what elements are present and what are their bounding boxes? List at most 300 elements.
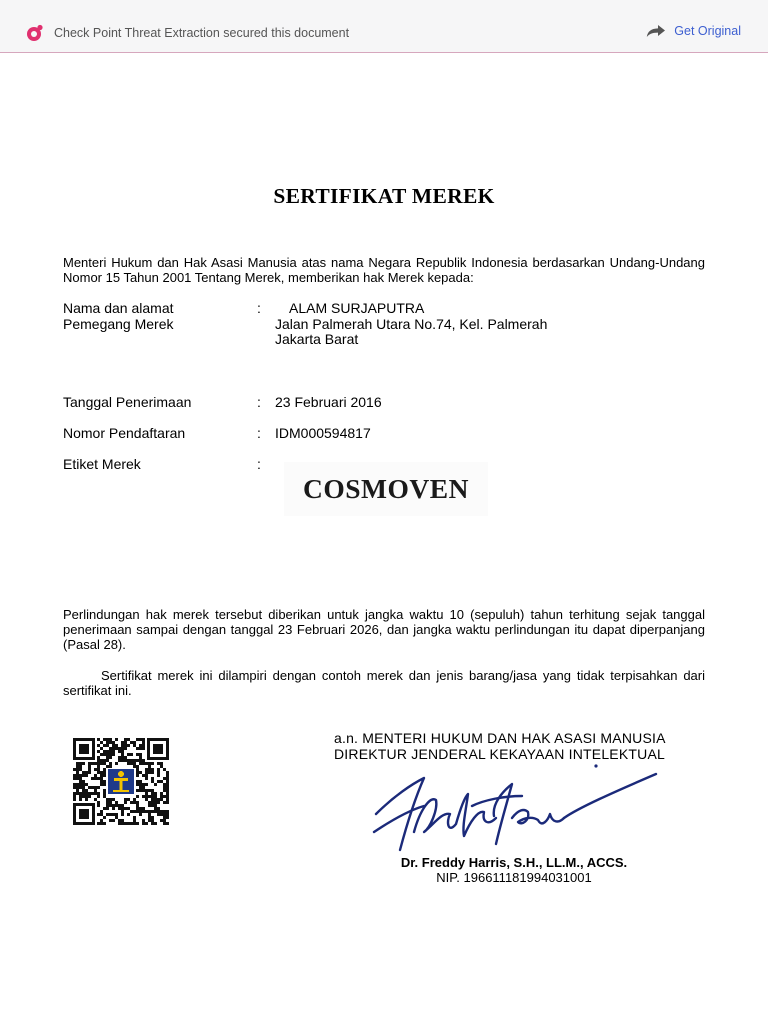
qr-module [97,777,100,780]
qr-module [139,783,142,786]
qr-module [118,750,121,753]
qr-module [106,798,109,801]
qr-module [85,783,88,786]
qr-module [163,795,166,798]
qr-module [94,762,97,765]
trademark-colon: : [257,456,261,472]
qr-module [82,771,85,774]
qr-module [82,789,85,792]
qr-module [106,744,109,747]
qr-module [145,771,148,774]
qr-module [79,783,82,786]
qr-module [166,774,169,777]
qr-module [79,780,82,783]
signatory-name: Dr. Freddy Harris, S.H., LL.M., ACCS. [400,855,628,870]
qr-module [154,807,157,810]
qr-module [130,822,133,825]
qr-module [73,792,76,795]
qr-module [151,792,154,795]
qr-module [127,762,130,765]
qr-module [124,759,127,762]
qr-module [145,768,148,771]
qr-module [124,801,127,804]
check-point-logo-icon [26,24,44,42]
qr-module [94,798,97,801]
signatory-nip: NIP. 196611181994031001 [436,870,592,885]
qr-module [121,813,124,816]
qr-module [127,822,130,825]
qr-module [157,780,160,783]
qr-module [103,771,106,774]
qr-module [160,819,163,822]
qr-module [166,813,169,816]
qr-module [103,774,106,777]
qr-module [82,780,85,783]
qr-module [97,822,100,825]
qr-module [163,816,166,819]
qr-module [118,747,121,750]
qr-module [73,774,76,777]
ministry-emblem-icon [108,769,134,794]
qr-module [151,810,154,813]
qr-module [103,807,106,810]
qr-module [163,819,166,822]
qr-module [151,768,154,771]
qr-module [109,801,112,804]
qr-module [118,804,121,807]
qr-module [85,795,88,798]
qr-module [157,807,160,810]
qr-module [136,804,139,807]
qr-module [142,744,145,747]
signatory-line1: a.n. MENTERI HUKUM DAN HAK ASASI MANUSIA [334,730,666,746]
qr-module [91,777,94,780]
qr-module [100,741,103,744]
qr-module [100,777,103,780]
qr-module [100,771,103,774]
qr-module [136,768,139,771]
qr-module [73,768,76,771]
qr-module [151,801,154,804]
qr-module [148,789,151,792]
qr-module [151,819,154,822]
qr-module [136,789,139,792]
qr-module [124,822,127,825]
qr-module [157,768,160,771]
qr-module [73,786,76,789]
qr-module [157,798,160,801]
qr-module [121,807,124,810]
qr-module [142,774,145,777]
qr-module [142,807,145,810]
attachment-paragraph: Sertifikat merek ini dilampiri dengan contoh merek dan jenis barang/jasa yang tidak terpisahkan dari sertifikat ini. [63,668,705,698]
qr-module [115,738,118,741]
qr-module [103,780,106,783]
qr-module [148,810,151,813]
registration-number-value: IDM000594817 [275,425,371,441]
qr-module [121,810,124,813]
qr-module [160,798,163,801]
qr-module [100,783,103,786]
qr-module [121,747,124,750]
qr-module [85,774,88,777]
qr-module [94,792,97,795]
qr-module [109,747,112,750]
qr-module [157,774,160,777]
qr-module [166,822,169,825]
qr-module [97,771,100,774]
qr-module [157,810,160,813]
qr-module [100,780,103,783]
qr-module [148,762,151,765]
qr-module [97,744,100,747]
qr-module [157,771,160,774]
qr-module [115,762,118,765]
qr-module [142,738,145,741]
qr-module [109,765,112,768]
qr-module [127,759,130,762]
qr-module [109,798,112,801]
qr-module [145,810,148,813]
qr-module [121,822,124,825]
qr-module [103,762,106,765]
qr-module [85,771,88,774]
holder-address-line1: Jalan Palmerah Utara No.74, Kel. Palmerah [275,316,548,332]
qr-module [133,759,136,762]
qr-module [148,813,151,816]
qr-module [133,822,136,825]
qr-module [76,792,79,795]
qr-module [106,807,109,810]
qr-module [142,795,145,798]
qr-module [112,813,115,816]
qr-module [106,741,109,744]
qr-module [160,792,163,795]
qr-module [109,738,112,741]
qr-module [82,786,85,789]
qr-module [154,798,157,801]
registration-number-colon: : [257,425,261,441]
qr-module [97,801,100,804]
qr-module [148,816,151,819]
qr-module [103,750,106,753]
qr-module [112,753,115,756]
qr-module [121,741,124,744]
qr-module [76,786,79,789]
qr-module [97,786,100,789]
qr-module [79,774,82,777]
qr-module [127,744,130,747]
qr-module [109,753,112,756]
qr-module [142,822,145,825]
qr-module [88,795,91,798]
qr-module [133,816,136,819]
qr-code [73,738,169,825]
qr-module [163,777,166,780]
qr-module [97,765,100,768]
qr-module [145,783,148,786]
qr-module [121,759,124,762]
certificate-title: SERTIFIKAT MEREK [273,184,495,208]
qr-module [121,753,124,756]
qr-module [91,786,94,789]
qr-module [94,768,97,771]
qr-module [130,762,133,765]
qr-module [106,756,109,759]
qr-module [103,744,106,747]
qr-module [115,813,118,816]
qr-module [97,738,100,741]
qr-module [136,747,139,750]
qr-module [157,813,160,816]
qr-module [121,744,124,747]
qr-module [166,801,169,804]
qr-module [145,789,148,792]
qr-module [136,783,139,786]
qr-module [97,795,100,798]
qr-module [94,777,97,780]
qr-module [139,807,142,810]
qr-module [88,792,91,795]
qr-module [130,753,133,756]
qr-module [79,768,82,771]
qr-module [109,819,112,822]
qr-module [115,801,118,804]
qr-module [94,789,97,792]
get-original-label[interactable]: Get Original [674,24,741,38]
qr-module [106,801,109,804]
qr-module [85,798,88,801]
qr-module [103,738,106,741]
qr-module [106,738,109,741]
qr-module [79,777,82,780]
qr-module [148,795,151,798]
qr-module [151,771,154,774]
qr-module [160,795,163,798]
handwritten-signature [364,762,660,862]
qr-module [76,789,79,792]
qr-module [88,768,91,771]
qr-module [97,756,100,759]
qr-module [79,792,82,795]
qr-module [82,774,85,777]
qr-module [154,795,157,798]
qr-module [73,795,76,798]
qr-module [163,822,166,825]
qr-module [112,798,115,801]
filing-date-colon: : [257,394,261,410]
protection-paragraph: Perlindungan hak merek tersebut diberikan untuk jangka waktu 10 (sepuluh) tahun terhitung sejak tanggal penerimaan sampai dengan tanggal 23 Februari 2026, dan jangka waktu perlindungan itu dapat diperpanjang (Pasal 28). [63,607,705,652]
qr-module [133,762,136,765]
qr-module [139,756,142,759]
holder-label-line2: Pemegang Merek [63,316,174,332]
qr-module [139,762,142,765]
qr-module [118,819,121,822]
qr-module [136,801,139,804]
qr-module [94,774,97,777]
qr-module [157,801,160,804]
qr-module [91,792,94,795]
qr-module [148,804,151,807]
holder-label-line1: Nama dan alamat [63,300,174,316]
qr-module [97,759,100,762]
qr-module [79,765,82,768]
qr-module [151,795,154,798]
qr-module [76,783,79,786]
qr-module [106,765,109,768]
qr-module [145,792,148,795]
qr-module [142,762,145,765]
qr-module [136,780,139,783]
qr-module [166,792,169,795]
qr-module [106,750,109,753]
qr-module [121,750,124,753]
qr-module [133,810,136,813]
share-arrow-icon [646,24,666,38]
qr-module [133,819,136,822]
qr-module [124,741,127,744]
qr-module [100,753,103,756]
qr-module [127,753,130,756]
qr-module [85,789,88,792]
qr-module [160,810,163,813]
qr-module [82,795,85,798]
qr-module [154,792,157,795]
qr-module [163,786,166,789]
qr-module [73,798,76,801]
qr-module [151,822,154,825]
qr-module [127,813,130,816]
qr-module [112,819,115,822]
trademark-label: Etiket Merek [63,456,141,472]
qr-module [112,804,115,807]
qr-module [139,786,142,789]
qr-module [139,753,142,756]
qr-module [76,762,79,765]
qr-module [103,768,106,771]
security-banner [0,0,768,53]
qr-module [139,810,142,813]
qr-module [112,741,115,744]
qr-module [97,804,100,807]
qr-module [97,750,100,753]
qr-module [103,816,106,819]
qr-module [142,786,145,789]
qr-module [142,783,145,786]
qr-module [145,774,148,777]
qr-module [112,750,115,753]
qr-module [142,819,145,822]
qr-module [142,810,145,813]
filing-date-label: Tanggal Penerimaan [63,394,192,410]
qr-module [163,810,166,813]
qr-module [112,807,115,810]
qr-module [142,747,145,750]
qr-module [160,765,163,768]
qr-module [82,783,85,786]
qr-module [97,762,100,765]
qr-module [151,798,154,801]
qr-module [133,741,136,744]
qr-module [88,762,91,765]
signatory-line2: DIREKTUR JENDERAL KEKAYAAN INTELEKTUAL [334,746,665,762]
qr-module [139,780,142,783]
qr-module [76,774,79,777]
qr-module [109,804,112,807]
qr-module [154,822,157,825]
qr-module [166,777,169,780]
qr-module [166,783,169,786]
qr-module [154,783,157,786]
qr-module [151,789,154,792]
qr-module [154,810,157,813]
qr-module [151,804,154,807]
qr-module [148,771,151,774]
qr-module [76,777,79,780]
qr-module [166,771,169,774]
qr-module [136,795,139,798]
qr-module [121,756,124,759]
qr-module [136,753,139,756]
qr-module [121,804,124,807]
qr-module [79,762,82,765]
qr-module [151,762,154,765]
get-original-button[interactable] [646,24,741,38]
qr-module [133,801,136,804]
holder-colon: : [257,300,261,316]
qr-module [136,774,139,777]
qr-module [79,798,82,801]
qr-module [103,759,106,762]
qr-module [148,768,151,771]
qr-module [118,822,121,825]
qr-module [142,741,145,744]
qr-module [136,810,139,813]
qr-module [124,807,127,810]
qr-module [133,744,136,747]
qr-module [142,789,145,792]
qr-module [136,807,139,810]
qr-module [145,777,148,780]
qr-module [76,768,79,771]
qr-module [103,822,106,825]
qr-module [136,738,139,741]
qr-module [124,756,127,759]
qr-module [124,738,127,741]
qr-module [130,810,133,813]
qr-module [109,756,112,759]
qr-module [136,771,139,774]
qr-module [85,792,88,795]
qr-module [124,798,127,801]
qr-module [76,765,79,768]
qr-module [151,780,154,783]
qr-module [145,762,148,765]
qr-module [88,786,91,789]
qr-module [130,801,133,804]
qr-module [145,798,148,801]
qr-module [118,759,121,762]
qr-module [166,810,169,813]
qr-module [142,759,145,762]
qr-module [136,822,139,825]
qr-module [106,804,109,807]
intro-paragraph: Menteri Hukum dan Hak Asasi Manusia atas nama Negara Republik Indonesia berdasarkan Undang-Undang Nomor 15 Tahun 2001 Tentang Merek, memberikan hak Merek kepada: [63,255,705,285]
qr-module [115,816,118,819]
registration-number-label: Nomor Pendaftaran [63,425,186,441]
qr-module [154,801,157,804]
qr-module [103,783,106,786]
